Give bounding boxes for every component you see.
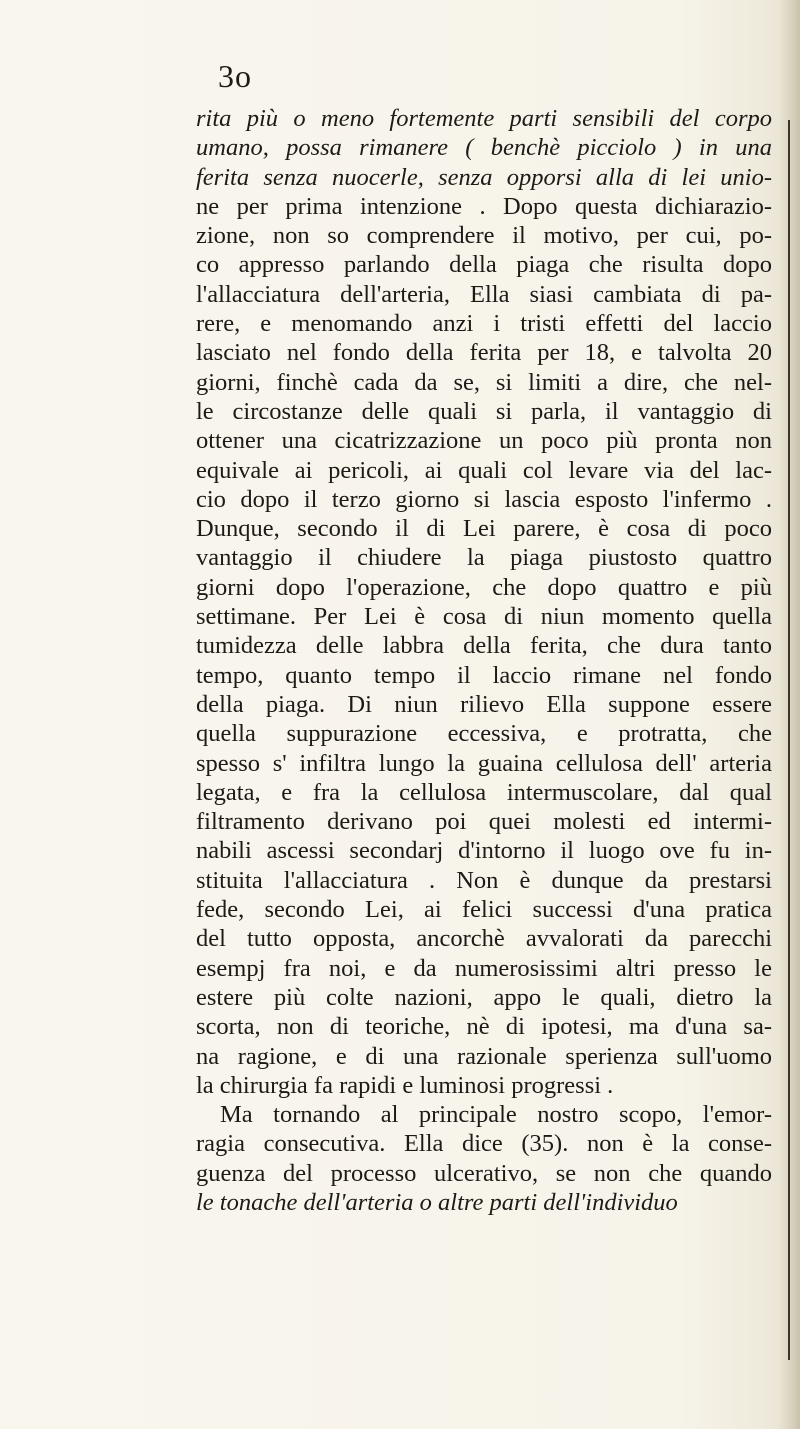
text-line: le tonache dell'arteria o altre parti dell'individuo [196,1188,678,1216]
page-edge-rule [788,120,790,1360]
text-line: Ma tornando al principale nostro scopo, l'emor- [220,1101,772,1129]
text-line: vantaggio il chiudere la piaga piustosto quattro [196,544,772,572]
text-line: zione, non so comprendere il motivo, per cui, po- [196,222,772,250]
text-line: ottener una cicatrizzazione un poco più pronta non [196,427,772,455]
text-line: esempj fra noi, e da numerosissimi altri presso le [196,954,772,982]
text-line: la chirurgia fa rapidi e luminosi progressi . [196,1071,614,1099]
text-line: fede, secondo Lei, ai felici successi d'una pratica [196,896,772,924]
text-line: ferita senza nuocerle, senza opporsi alla di lei unio- [196,163,772,191]
text-line: rita più o meno fortemente parti sensibili del corpo [196,105,772,132]
text-line: rere, e menomando anzi i tristi effetti del laccio [196,310,772,338]
text-line: spesso s' infiltra lungo la guaina cellulosa dell' arteria [196,749,772,777]
text-line: filtramento derivano poi quei molesti ed intermi- [196,808,772,836]
text-line: legata, e fra la cellulosa intermuscolare, dal qual [196,778,772,806]
text-line: cio dopo il terzo giorno si lascia esposto l'infermo . [196,485,772,513]
text-line: equivale ai pericoli, ai quali col levare via del lac- [196,456,772,484]
text-line: na ragione, e di una razionale sperienza sull'uomo [196,1042,772,1070]
text-line: giorni dopo l'operazione, che dopo quattro e più [196,573,772,601]
text-line: nabili ascessi secondarj d'intorno il luogo ove fu in- [196,837,772,865]
text-line: lasciato nel fondo della ferita per 18, e talvolta 20 [196,339,772,367]
text-line: della piaga. Di niun rilievo Ella suppone essere [196,690,772,718]
text-line: scorta, non di teoriche, nè di ipotesi, ma d'una sa- [196,1013,772,1041]
text-line: tempo, quanto tempo il laccio rimane nel fondo [196,661,772,689]
text-line: le circostanze delle quali si parla, il vantaggio di [196,397,772,425]
text-line: quella suppurazione eccessiva, e protratta, che [196,720,772,748]
text-line: co appresso parlando della piaga che risulta dopo [196,251,772,279]
text-line: l'allacciatura dell'arteria, Ella siasi cambiata di pa- [196,280,772,308]
text-line: Dunque, secondo il di Lei parere, è cosa di poco [196,515,772,543]
text-line: guenza del processo ulcerativo, se non che quando [196,1159,772,1187]
text-line: stituita l'allacciatura . Non è dunque da prestarsi [196,866,772,894]
text-line: tumidezza delle labbra della ferita, che dura tanto [196,632,772,660]
text-line: settimane. Per Lei è cosa di niun momento quella [196,603,772,631]
text-line: umano, possa rimanere ( benchè picciolo ) in una [196,134,772,162]
text-line: giorni, finchè cada da se, si limiti a dire, che nel- [196,368,772,396]
text-line: del tutto opposta, ancorchè avvalorati da parecchi [196,925,772,953]
page-number: 3o [218,58,252,94]
text-line: ragia consecutiva. Ella dice (35). non è la conse- [196,1130,772,1158]
body-text [196,104,772,1217]
text-line: estere più colte nazioni, appo le quali, dietro la [196,983,772,1011]
text-line: ne per prima intenzione . Dopo questa dichiarazio- [196,192,772,220]
